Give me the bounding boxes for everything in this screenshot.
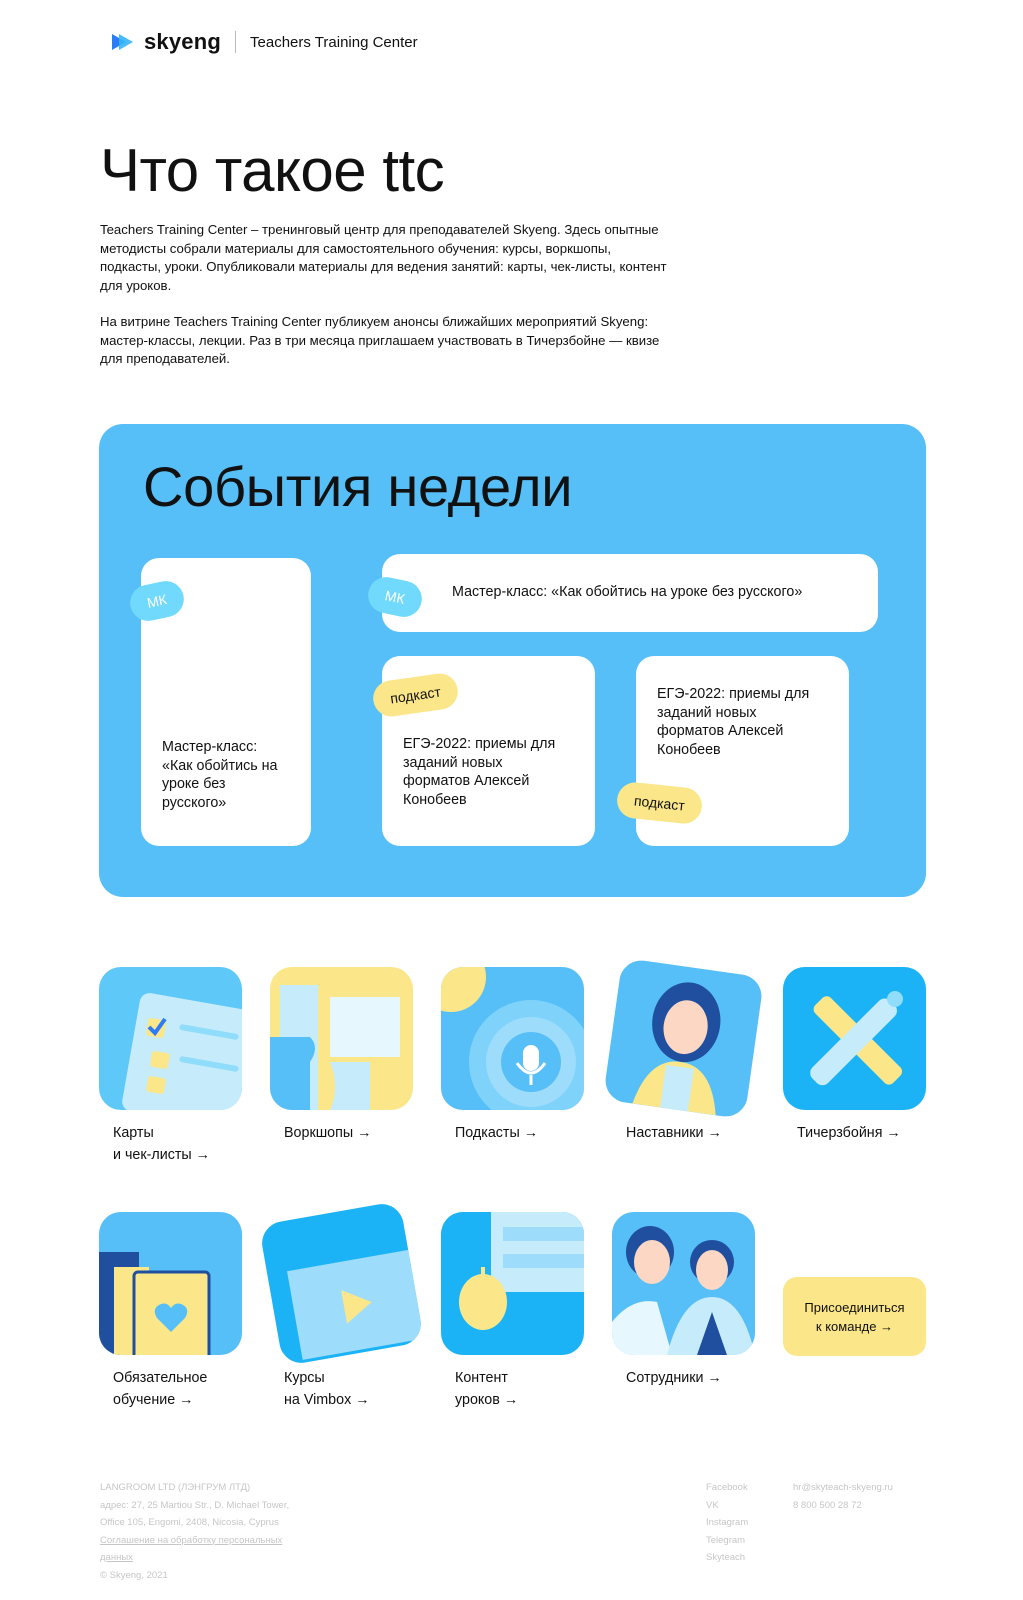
footer-address-1: адрес: 27, 25 Martiou Str., D. Michael Tower, (100, 1499, 290, 1511)
join-team-button[interactable] (783, 1277, 926, 1356)
label-line-1: Карты (113, 1125, 154, 1141)
section-label (113, 1367, 207, 1411)
section-label (455, 1367, 518, 1411)
join-line-1: Присоединиться (804, 1299, 905, 1315)
label-line-2: на Vimbox → (284, 1392, 370, 1408)
employees-people-icon (612, 1212, 755, 1355)
telegram-link[interactable]: Telegram (706, 1534, 746, 1546)
footer-company: LANGROOM LTD (ЛЭНГРУМ ЛТД) (100, 1482, 251, 1493)
events-of-week (99, 424, 926, 897)
footer-social-links (706, 1479, 786, 1567)
footer-company-info (100, 1479, 330, 1584)
label-line-1: Подкасты → (455, 1125, 539, 1141)
event-card-masterclass-wide[interactable] (382, 554, 878, 632)
book-heart-icon (99, 1212, 242, 1355)
label-line-1: Сотрудники → (626, 1370, 722, 1386)
puzzle-icon (270, 967, 413, 1110)
label-line-2: и чек-листы → (113, 1147, 210, 1163)
apple-icon (441, 1212, 584, 1355)
event-tag-podcast: подкаст (615, 781, 703, 826)
footer-consent-link-2[interactable]: данных (100, 1552, 133, 1563)
label-line-2: уроков → (455, 1392, 519, 1408)
join-line-2: к команде → (815, 1318, 894, 1334)
event-card-text: ЕГЭ-2022: приемы для заданий новых форматов Алексей Конобеев (657, 686, 810, 758)
footer-consent-link[interactable]: Соглашение на обработку персональных (100, 1534, 283, 1546)
site-header (110, 28, 418, 56)
footer-copyright: © Skyeng, 2021 (100, 1569, 168, 1581)
section-label (284, 1122, 371, 1144)
footer-email-link[interactable]: hr@skyteach-skyeng.ru (793, 1482, 893, 1493)
label-line-1: Наставники → (626, 1125, 722, 1141)
checklist-icon (99, 967, 242, 1110)
event-tag-mk: МК (127, 578, 187, 624)
mentor-person-icon (603, 958, 765, 1120)
event-tag-podcast: подкаст (371, 671, 460, 718)
skyeng-logo-icon[interactable] (110, 31, 138, 53)
label-line-2: обучение → (113, 1392, 194, 1408)
intro-paragraph-2: На витрине Teachers Training Center публикуем анонсы ближайших мероприятий Skyeng: мастер-классы, лекции. Раз в три месяца приглашаем участвовать в Тичерзбойне — квизе для преподавателей. (100, 314, 660, 366)
section-label (797, 1122, 901, 1144)
events-title: События недели (143, 455, 573, 518)
video-film-icon (259, 1201, 425, 1367)
facebook-link[interactable]: Facebook (706, 1482, 748, 1493)
footer-address-2: Office 105, Engomi, 2408, Nicosia, Cyprus (100, 1517, 279, 1528)
label-line-1: Контент (455, 1370, 508, 1386)
label-line-1: Тичерзбойня → (797, 1125, 901, 1141)
section-label (113, 1122, 210, 1166)
event-card-text: Мастер-класс: «Как обойтись на уроке без русского» (162, 739, 278, 811)
event-tag-mk: МК (365, 574, 425, 620)
instagram-link[interactable]: Instagram (706, 1517, 749, 1528)
footer-phone[interactable]: 8 800 500 28 72 (793, 1499, 862, 1511)
skyteach-link[interactable]: Skyteach (706, 1552, 746, 1563)
skyeng-logo-text[interactable]: skyeng (144, 29, 222, 54)
label-line-1: Курсы (284, 1370, 325, 1386)
pen-pencil-icon (783, 967, 926, 1110)
center-name[interactable]: Teachers Training Center (250, 33, 418, 51)
section-label (626, 1367, 722, 1389)
microphone-icon (441, 967, 584, 1110)
label-line-1: Обязательное (113, 1370, 208, 1386)
label-line-1: Воркшопы → (284, 1125, 372, 1141)
event-card-text: ЕГЭ-2022: приемы для заданий новых форматов Алексей Конобеев (403, 736, 556, 808)
footer-contacts (793, 1479, 933, 1514)
intro-paragraph-1: Teachers Training Center – тренинговый центр для преподавателей Skyeng. Здесь опытные методисты собрали материалы для самостоятельного обучения: курсы, воркшопы, подкасты, уроки. Опубликовали материалы для ведения занятий: карты, чек-листы, контент для уроков. (100, 222, 667, 293)
section-label (626, 1122, 722, 1144)
section-label (284, 1367, 370, 1411)
page-title: Что такое ttc (100, 137, 445, 204)
section-label (455, 1122, 538, 1144)
header-divider (235, 31, 236, 53)
vk-link[interactable]: VK (706, 1499, 719, 1511)
event-card-text: Мастер-класс: «Как обойтись на уроке без русского» (452, 584, 803, 600)
